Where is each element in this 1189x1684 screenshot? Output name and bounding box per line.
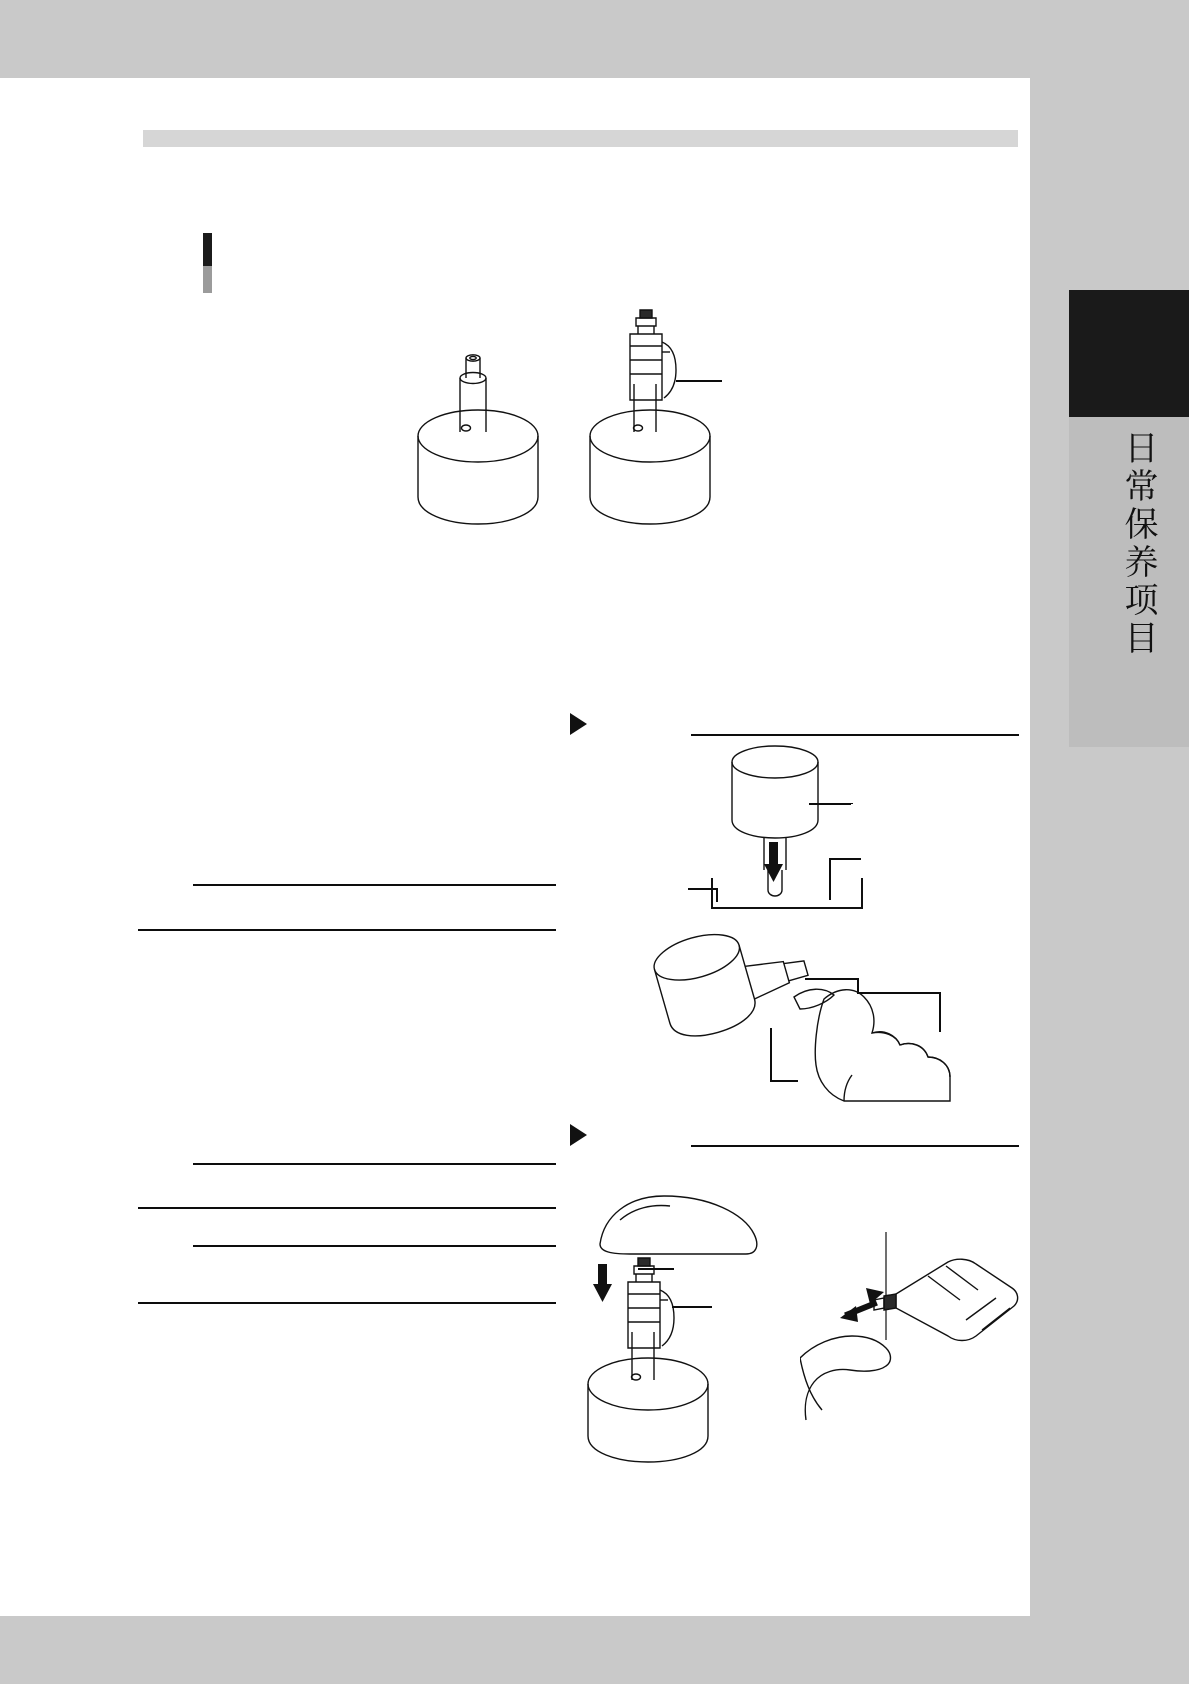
header-rule [143,130,1018,147]
figure-probe-pair-callout-leader [676,380,722,382]
rule-left-4 [138,1207,556,1209]
wipe-callout-leader-a2 [857,992,939,994]
top-margin-band [0,0,1189,78]
cap-callout-leader-b-vert [829,858,831,900]
side-tab-label: 日常保养项目 [1118,430,1158,658]
wipe-callout-leader-a-vert [857,978,859,992]
figure-cartridge [800,1232,1030,1422]
rule-left-5 [193,1245,556,1247]
figure-hand-wipe [648,925,1008,1105]
figure-finger-press [560,1180,820,1480]
cap-callout-leader-b [829,858,861,860]
bottom-margin-band [0,1616,1189,1684]
bullet-step-1 [570,713,587,735]
wipe-callout-leader-a [805,978,857,980]
section-marker [203,233,212,293]
cap-callout-leader-a [809,803,851,805]
wipe-callout-leader-a3 [939,992,941,1032]
cap-callout-leader-a-end [851,803,853,804]
figure-probe-pair [400,300,730,565]
cap-callout-leader-c [688,888,716,890]
rule-right-2 [691,1145,1019,1147]
side-tab-black-block [1069,290,1189,417]
rule-left-2 [138,929,556,931]
rule-left-6 [138,1302,556,1304]
rule-left-1 [193,884,556,886]
bullet-step-2 [570,1124,587,1146]
wipe-callout-leader-b [770,1080,798,1082]
right-margin-band [1030,0,1189,1684]
press-callout-leader-b [672,1306,712,1308]
cap-callout-leader-c-vert [716,888,718,902]
figure-cap-insert [672,742,1022,922]
press-callout-leader-a [638,1268,674,1270]
rule-right-1 [691,734,1019,736]
wipe-callout-leader-b-vert [770,1028,772,1080]
rule-left-3 [193,1163,556,1165]
